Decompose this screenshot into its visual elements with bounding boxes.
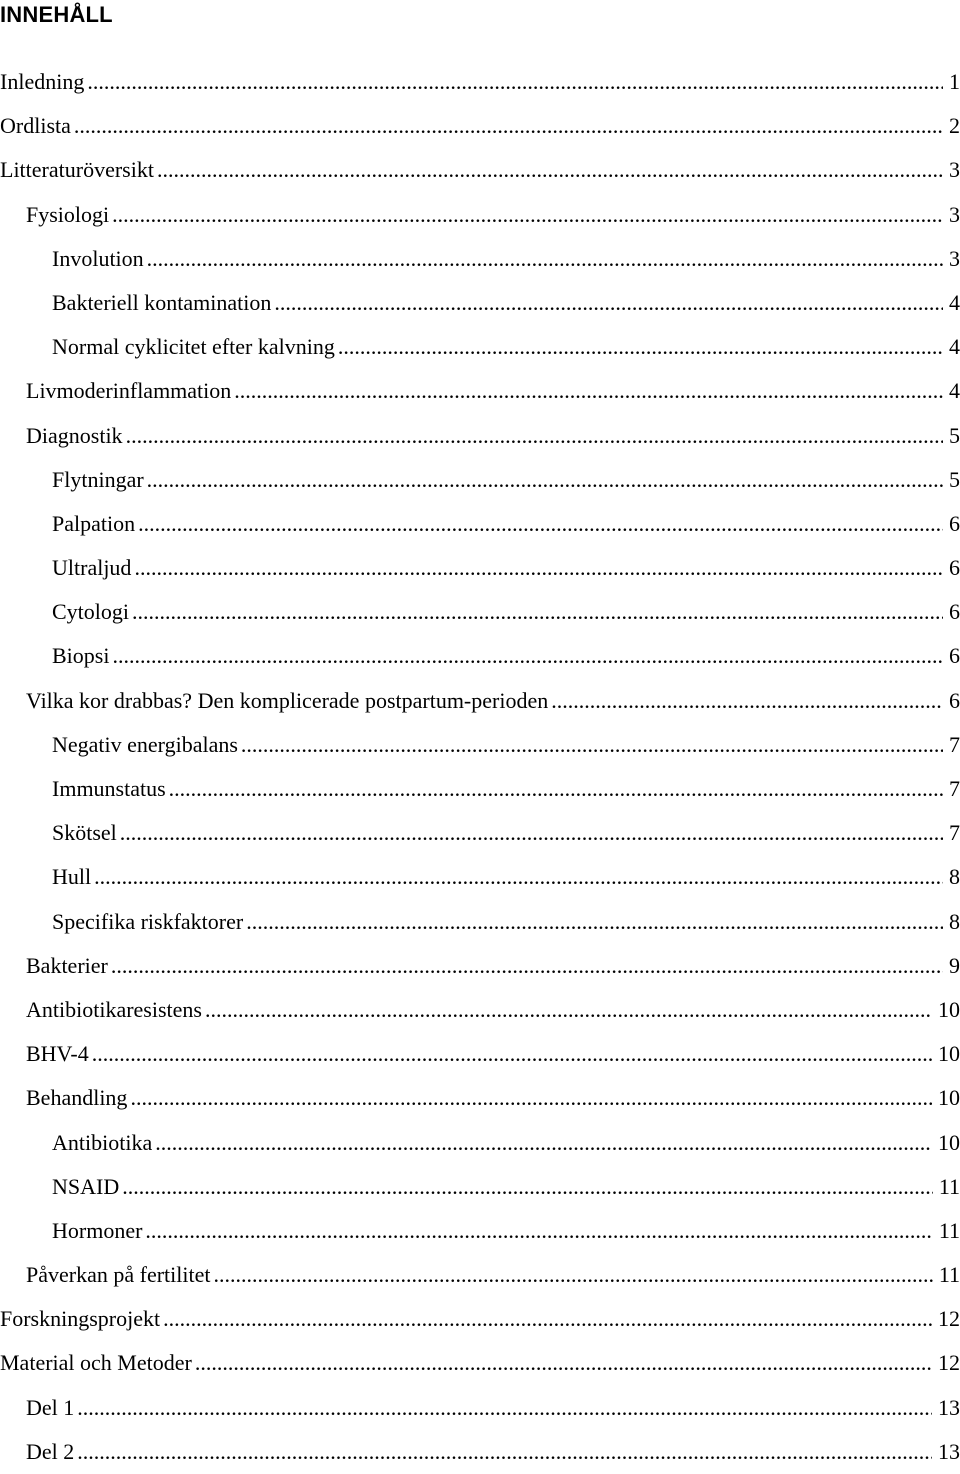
- toc-entry-row: [0, 1297, 960, 1341]
- toc-entry[interactable]: [0, 1253, 960, 1297]
- toc-entry-row: [26, 369, 960, 413]
- toc-entry-row: [52, 237, 960, 281]
- toc-entry-page-number: 6: [949, 510, 960, 536]
- toc-entry[interactable]: [0, 414, 960, 458]
- toc-entry[interactable]: [0, 458, 960, 502]
- toc-entry-row: [52, 590, 960, 634]
- toc-entry[interactable]: [0, 281, 960, 325]
- toc-dot-leader: [130, 1076, 932, 1120]
- toc-entry-page-number: 11: [938, 1262, 960, 1288]
- toc-entry-row: [26, 414, 960, 458]
- toc-entry-label: Ultraljud: [52, 555, 132, 581]
- toc-entry-label: Cytologi: [52, 599, 130, 625]
- toc-entry-label: Immunstatus: [52, 776, 166, 801]
- toc-entry-label: Biopsi: [52, 643, 110, 669]
- toc-entry[interactable]: [0, 855, 960, 899]
- toc-entry-page-number: 4: [949, 378, 960, 404]
- toc-entry-page-number: 6: [949, 687, 960, 713]
- toc-entry-row: [0, 1341, 960, 1385]
- toc-entry[interactable]: [0, 1297, 960, 1341]
- toc-entry-label: Normal cyklicitet efter kalvning: [52, 334, 335, 360]
- toc-entry-page-number: 6: [949, 599, 960, 625]
- toc-entry-page-number: 7: [949, 820, 960, 846]
- toc-entry-page-number: 13: [938, 1394, 960, 1420]
- toc-entry[interactable]: [0, 988, 960, 1032]
- toc-entry-page-number: 11: [938, 1173, 960, 1199]
- toc-entry-label: Påverkan på fertilitet: [26, 1262, 211, 1288]
- toc-entry-label: Del 1: [26, 1394, 75, 1420]
- toc-entry[interactable]: [0, 193, 960, 237]
- toc-entry-label: Negativ energibalans: [52, 731, 238, 757]
- toc-entry-row: [52, 1121, 960, 1165]
- toc-entry[interactable]: [0, 811, 960, 855]
- toc-entry[interactable]: [0, 1165, 960, 1209]
- toc-entry-label: Fysiologi: [26, 201, 110, 227]
- toc-dot-leader: [134, 546, 943, 590]
- toc-entry-row: [26, 1386, 960, 1430]
- toc-entry-page-number: 7: [949, 776, 960, 801]
- toc-dot-leader: [213, 1253, 932, 1297]
- toc-entry[interactable]: [0, 546, 960, 590]
- toc-dot-leader: [77, 1386, 932, 1430]
- toc-entry-page-number: 4: [949, 289, 960, 315]
- toc-entry-row: [52, 281, 960, 325]
- toc-entry-label: Del 2: [26, 1438, 75, 1464]
- toc-entry-row: [26, 1076, 960, 1120]
- toc-entry-row: [0, 60, 960, 104]
- toc-entry-row: [52, 546, 960, 590]
- toc-entry-row: [52, 767, 960, 811]
- toc-entry-page-number: 5: [949, 466, 960, 492]
- toc-entry-row: [52, 1209, 960, 1253]
- toc-entry-page-number: 6: [949, 555, 960, 581]
- toc-dot-leader: [74, 104, 943, 148]
- toc-entry-label: Palpation: [52, 510, 136, 536]
- toc-entry-label: Antibiotikaresistens: [26, 996, 202, 1022]
- toc-dot-leader: [112, 634, 943, 678]
- toc-entry-row: [52, 325, 960, 369]
- toc-entry-page-number: 5: [949, 422, 960, 448]
- toc-dot-leader: [77, 1430, 932, 1474]
- toc-entry[interactable]: [0, 60, 960, 104]
- toc-entry-label: Bakteriell kontamination: [52, 289, 272, 315]
- toc-entry-page-number: 2: [949, 113, 960, 139]
- toc-entry-page-number: 4: [949, 334, 960, 360]
- toc-entry-row: [26, 988, 960, 1032]
- toc-entry-label: Diagnostik: [26, 422, 123, 448]
- toc-entry-label: Material och Metoder: [0, 1350, 192, 1376]
- toc-dot-leader: [205, 988, 932, 1032]
- toc-dot-leader: [195, 1341, 932, 1385]
- toc-dot-leader: [87, 60, 943, 104]
- toc-entry-row: [52, 811, 960, 855]
- toc-heading: INNEHÅLL: [0, 2, 113, 27]
- toc-entry-row: [52, 900, 960, 944]
- toc-entry-row: [26, 1253, 960, 1297]
- toc-dot-leader: [112, 193, 943, 237]
- toc-dot-leader: [241, 723, 943, 767]
- toc-dot-leader: [169, 767, 943, 811]
- toc-dot-leader: [234, 369, 943, 413]
- toc-entry[interactable]: [0, 1341, 960, 1385]
- toc-entry-label: Litteraturöversikt: [0, 157, 154, 183]
- toc-entry-row: [52, 1165, 960, 1209]
- toc-entry-label: Antibiotika: [52, 1129, 153, 1155]
- toc-entry-label: NSAID: [52, 1173, 120, 1199]
- toc-dot-leader: [551, 679, 943, 723]
- toc-entry-row: [52, 458, 960, 502]
- toc-entry-page-number: 8: [949, 864, 960, 890]
- toc-entry-label: Hull: [52, 864, 92, 890]
- toc-entry[interactable]: [0, 767, 960, 811]
- toc-entry-page-number: 3: [949, 201, 960, 227]
- toc-entry-label: BHV-4: [26, 1041, 89, 1067]
- toc-entry-page-number: 9: [949, 952, 960, 978]
- toc-entry[interactable]: [0, 148, 960, 192]
- toc-entry-page-number: 11: [938, 1217, 960, 1243]
- toc-entry-page-number: 10: [938, 1129, 960, 1155]
- toc-entry[interactable]: [0, 590, 960, 634]
- toc-entry-row: [26, 1430, 960, 1474]
- toc-entry-page-number: 3: [949, 157, 960, 183]
- toc-dot-leader: [338, 325, 943, 369]
- toc-entry-label: Flytningar: [52, 466, 144, 492]
- toc-entry-page-number: 12: [938, 1350, 960, 1376]
- toc-entry-page-number: 3: [949, 245, 960, 271]
- toc-entry-page-number: 10: [938, 996, 960, 1022]
- toc-entry[interactable]: [0, 237, 960, 281]
- toc-entry-label: Hormoner: [52, 1217, 143, 1243]
- toc-entry-label: Forskningsprojekt: [0, 1306, 161, 1332]
- toc-entry-page-number: 6: [949, 643, 960, 669]
- toc-entry-row: [0, 148, 960, 192]
- toc-entry-row: [0, 104, 960, 148]
- toc-dot-leader: [274, 281, 943, 325]
- toc-dot-leader: [126, 414, 943, 458]
- toc-dot-leader: [155, 1121, 932, 1165]
- toc-entry-row: [26, 193, 960, 237]
- toc-entry-row: [52, 502, 960, 546]
- toc-dot-leader: [111, 944, 943, 988]
- toc-entry-page-number: 8: [949, 908, 960, 934]
- toc-entry-page-number: 7: [949, 731, 960, 757]
- toc-entry[interactable]: [0, 634, 960, 678]
- toc-entry-row: [52, 723, 960, 767]
- toc-dot-leader: [138, 502, 943, 546]
- toc-entry[interactable]: [0, 679, 960, 723]
- toc-entry-label: Livmoderinflammation: [26, 378, 232, 404]
- toc-entry-row: [52, 634, 960, 678]
- toc-entry-page-number: 13: [938, 1438, 960, 1464]
- toc-entry[interactable]: [0, 900, 960, 944]
- toc-dot-leader: [157, 148, 943, 192]
- toc-entry[interactable]: [0, 1121, 960, 1165]
- toc-dot-leader: [246, 900, 943, 944]
- toc-entry-label: Bakterier: [26, 952, 108, 978]
- toc-entry[interactable]: [0, 944, 960, 988]
- toc-entry[interactable]: [0, 1430, 960, 1474]
- toc-dot-leader: [92, 1032, 932, 1076]
- toc-entry[interactable]: [0, 104, 960, 148]
- toc-dot-leader: [132, 590, 943, 634]
- toc-entry-row: [52, 855, 960, 899]
- toc-entry[interactable]: [0, 1032, 960, 1076]
- toc-entry-page-number: 12: [938, 1306, 960, 1332]
- toc-entry-label: Involution: [52, 245, 144, 271]
- toc-entry[interactable]: [0, 369, 960, 413]
- toc-dot-leader: [163, 1297, 932, 1341]
- toc-entry[interactable]: [0, 1209, 960, 1253]
- toc-entry-row: [26, 944, 960, 988]
- toc-entry-label: Vilka kor drabbas? Den komplicerade postpartum-perioden: [26, 687, 549, 713]
- toc-entry[interactable]: [0, 1386, 960, 1430]
- toc-entry[interactable]: [0, 1076, 960, 1120]
- toc-entry[interactable]: [0, 502, 960, 546]
- toc-entry-page-number: 10: [938, 1041, 960, 1067]
- toc-dot-leader: [94, 855, 943, 899]
- toc-entry-label: Behandling: [26, 1085, 128, 1111]
- toc-entry-label: Skötsel: [52, 820, 117, 846]
- toc-entry-label: Specifika riskfaktorer: [52, 908, 244, 934]
- toc-dot-leader: [120, 811, 943, 855]
- toc-entry-page-number: 1: [949, 69, 960, 94]
- toc-dot-leader: [122, 1165, 933, 1209]
- toc-dot-leader: [147, 237, 943, 281]
- toc-entry-row: [26, 679, 960, 723]
- toc-entry-page-number: 10: [938, 1085, 960, 1111]
- table-of-contents: [0, 60, 960, 1474]
- toc-dot-leader: [145, 1209, 932, 1253]
- toc-entry[interactable]: [0, 723, 960, 767]
- toc-entry-label: Ordlista: [0, 113, 71, 139]
- toc-entry[interactable]: [0, 325, 960, 369]
- toc-entry-label: Inledning: [0, 69, 85, 94]
- toc-dot-leader: [147, 458, 943, 502]
- toc-entry-row: [26, 1032, 960, 1076]
